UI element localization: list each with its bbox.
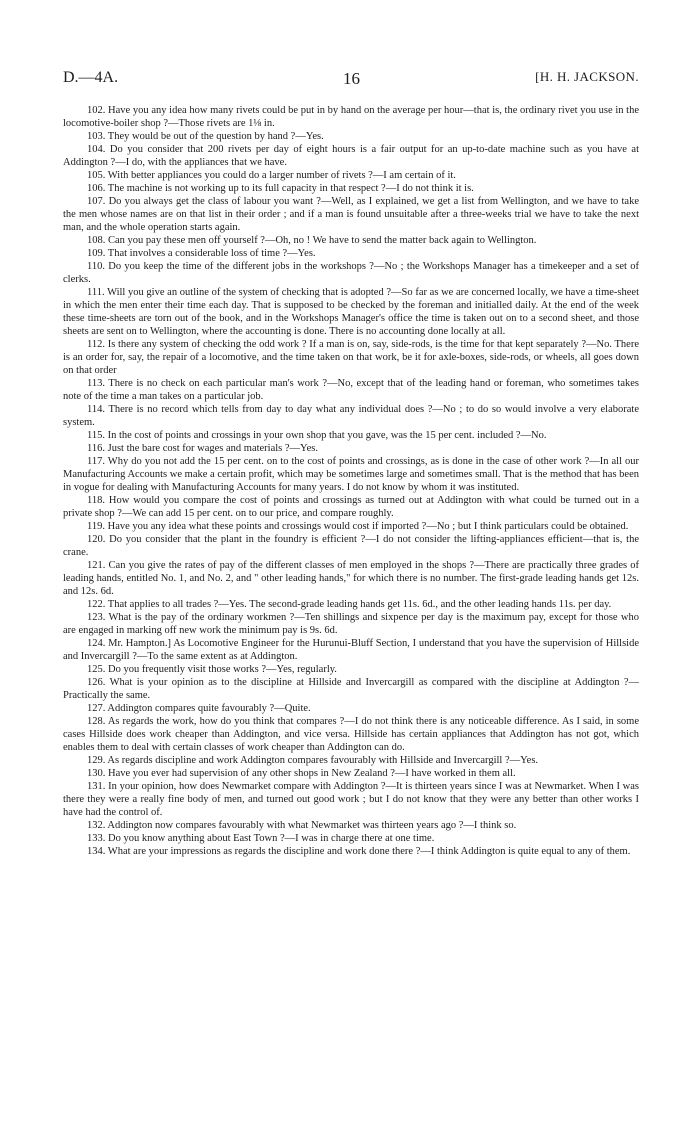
page-header <box>63 69 639 91</box>
paragraph: 132. Addington now compares favourably with what Newmarket was thirteen years ago ?—I think so. <box>87 820 517 831</box>
paragraph: 112. Is there any system of checking the odd work ? If a man is on, say, side-rods, is the time for that kept separately ?—No. There is an order for, say, the repair of a locomotive, and the time taken on that work, be it for axle-boxes, side-rods, or wheels, all goes down on that order <box>63 339 639 376</box>
paragraph: 126. What is your opinion as to the discipline at Hillside and Invercargill as compared with the discipline at Addington ?—Practically the same. <box>63 677 639 701</box>
paragraph: 102. Have you any idea how many rivets could be put in by hand on the average per hour—that is, the ordinary rivet you use in the locomotive-boiler shop ?—Those rivets are 1⅛ in. <box>63 105 639 129</box>
paragraph: 109. That involves a considerable loss of time ?—Yes. <box>87 248 316 259</box>
paragraph: 120. Do you consider that the plant in the foundry is efficient ?—I do not consider the lifting-appliances efficient—that is, the crane. <box>63 534 639 558</box>
paragraph: 129. As regards discipline and work Addington compares favourably with Hillside and Invercargill ?—Yes. <box>87 755 539 766</box>
paragraph: 119. Have you any idea what these points and crossings would cost if imported ?—No ; but I think particulars could be obtained. <box>87 521 629 532</box>
paragraph: 110. Do you keep the time of the different jobs in the workshops ?—No ; the Workshops Manager has a timekeeper and a set of clerks. <box>63 261 639 285</box>
paragraph: 133. Do you know anything about East Town ?—I was in charge there at one time. <box>87 833 435 844</box>
paragraph: 115. In the cost of points and crossings in your own shop that you gave, was the 15 per cent. included ?—No. <box>87 430 547 441</box>
paragraph: 124. Mr. Hampton.] As Locomotive Engineer for the Hurunui-Bluff Section, I understand that you have the supervision of Hillside and Invercargill ?—To the same extent as at Addington. <box>63 638 639 662</box>
paragraph: 108. Can you pay these men off yourself ?—Oh, no ! We have to send the matter back again to Wellington. <box>87 235 537 246</box>
paragraph: 134. What are your impressions as regards the discipline and work done there ?—I think Addington is quite equal to any of them. <box>87 846 631 857</box>
paragraph: 128. As regards the work, how do you think that compares ?—I do not think there is any noticeable difference. As I said, in some cases Hillside does work cheaper than Addington, and vice versa. Hillside has certain appliances that Addington has not got, which enables them to deal with certain classes of work cheaper than Addington can do. <box>63 716 639 753</box>
page-number: 16 <box>343 69 360 88</box>
paragraph: 131. In your opinion, how does Newmarket compare with Addington ?—It is thirteen years since I was at Newmarket. When I was there they were a really fine body of men, and turned out good work ; but I do not know that they were any better than other works I have had the control of. <box>63 781 639 818</box>
paragraph: 118. How would you compare the cost of points and crossings as turned out at Addington with what could be turned out in a private shop ?—We can add 15 per cent. on to our price, and compare roughly. <box>63 495 639 519</box>
paragraph: 104. Do you consider that 200 rivets per day of eight hours is a fair output for an up-to-date machine such as you have at Addington ?—I do, with the appliances that we have. <box>63 144 639 168</box>
paragraph: 113. There is no check on each particular man's work ?—No, except that of the leading hand or foreman, who sometimes takes note of the time a man takes on a particular job. <box>63 378 639 402</box>
paragraph: 106. The machine is not working up to its full capacity in that respect ?—I do not think it is. <box>87 183 474 194</box>
paragraph: 125. Do you frequently visit those works ?—Yes, regularly. <box>87 664 337 675</box>
paragraph: 130. Have you ever had supervision of any other shops in New Zealand ?—I have worked in them all. <box>87 768 516 779</box>
paragraph: 122. That applies to all trades ?—Yes. The second-grade leading hands get 11s. 6d., and the other leading hands 11s. per day. <box>87 599 612 610</box>
document-reference: D.—4A. <box>63 69 119 86</box>
paragraph: 103. They would be out of the question by hand ?—Yes. <box>87 131 324 142</box>
paragraph: 111. Will you give an outline of the system of checking that is adopted ?—So far as we are concerned locally, we have a time-sheet in which the men enter their time each day. That is supposed to be checked by the foreman and initialled daily. At the end of the week these time-sheets are torn out of the book, and in the Workshops Manager's office the time is taken out on to a second sheet, and those sheets are sent on to Wellington, where the accounting is done. There is no accounting done locally at all. <box>63 287 639 337</box>
paragraph: 116. Just the bare cost for wages and materials ?—Yes. <box>87 443 318 454</box>
paragraph: 117. Why do you not add the 15 per cent. on to the cost of points and crossings, as is done in the case of other work ?—In all our Manufacturing Accounts we make a certain profit, which may be sometimes large and sometimes small. That is the method that has been in vogue for dealing with Manufacturing Accounts for many years. I do not know by whom it was instituted. <box>63 456 639 493</box>
paragraph: 121. Can you give the rates of pay of the different classes of men employed in the shops ?—There are practically three grades of leading hands, entitled No. 1, and No. 2, and " other leading hands," for which there is no number. The first-grade leading hands get 12s. and 12s. 6d. <box>63 560 639 597</box>
witness-name: [H. H. JACKSON. <box>535 69 639 84</box>
paragraph: 105. With better appliances you could do a larger number of rivets ?—I am certain of it. <box>87 170 456 181</box>
paragraph: 127. Addington compares quite favourably ?—Quite. <box>87 703 311 714</box>
paragraph: 107. Do you always get the class of labour you want ?—Well, as I explained, we get a list from Wellington, and we have to take the men whose names are on that list in their order ; and if a man is found unsuitable after a three-weeks trial we have to take the next man, and the whole operation starts again. <box>63 196 639 233</box>
paragraph: 114. There is no record which tells from day to day what any individual does ?—No ; to do so would involve a very elaborate system. <box>63 404 639 428</box>
page-body <box>63 104 639 858</box>
paragraph: 123. What is the pay of the ordinary workmen ?—Ten shillings and sixpence per day is the maximum pay, except for those who are engaged in marking off new work the minimum pay is 9s. 6d. <box>63 612 639 636</box>
